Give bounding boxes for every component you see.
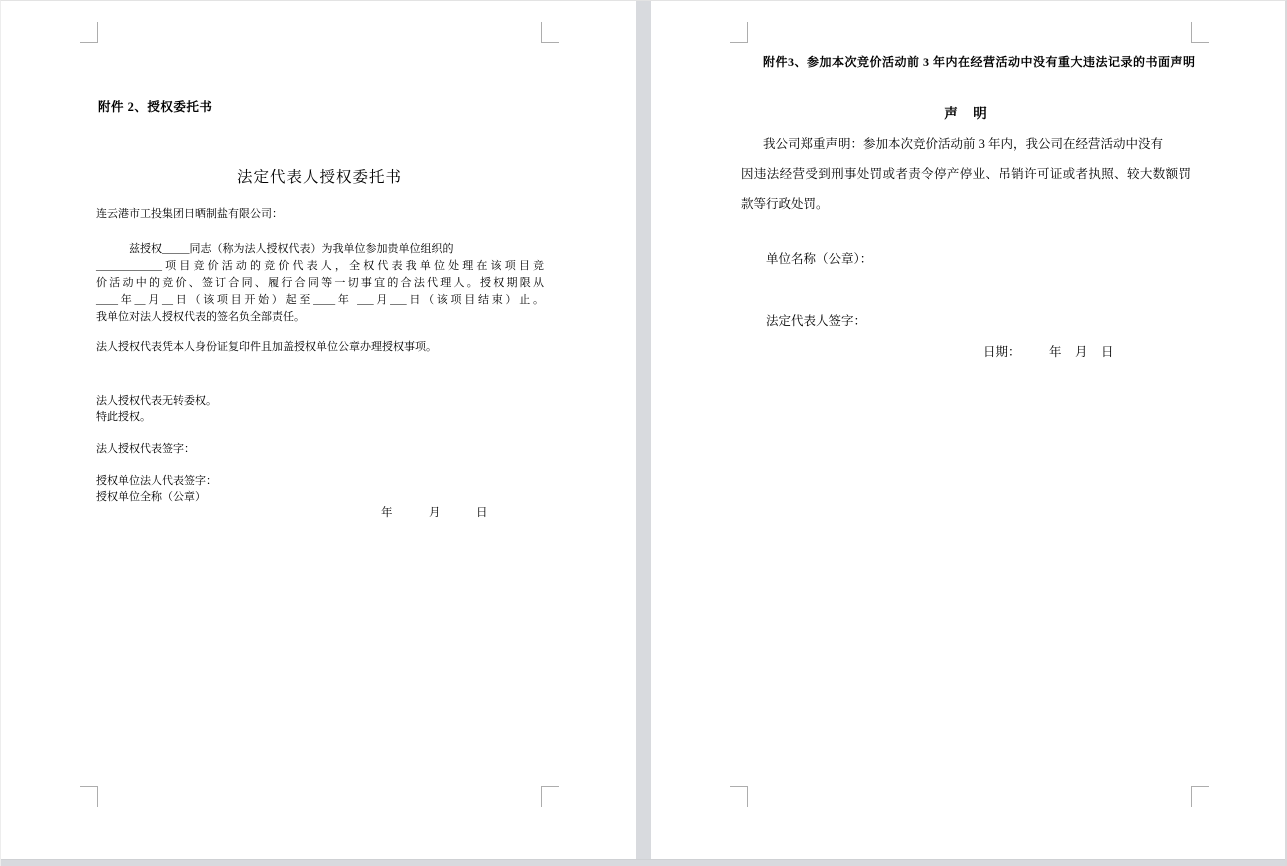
date-label: 日期： [983, 345, 1021, 359]
year-label: 年 [381, 507, 393, 519]
addressee-line: 连云港市工投集团日晒制盐有限公司： [96, 208, 283, 220]
page-attachment-2 [1, 1, 636, 859]
unit-name-seal-label: 授权单位全称（公章） [96, 491, 206, 503]
text-boundary-mark-bottom-left [80, 786, 98, 807]
attachment-3-heading: 附件3、参加本次竞价活动前 3 年内在经营活动中没有重大违法记录的书面声明 [763, 55, 1196, 69]
text-boundary-mark-bottom-right [541, 786, 559, 807]
text-boundary-mark-top-right [1191, 22, 1209, 43]
hereby-authorize-line: 特此授权。 [96, 411, 151, 423]
authorization-line-2: ____________项目竞价活动的竞价代表人，全权代表我单位处理在该项目竞 [96, 260, 544, 272]
page2-document-title: 声 明 [944, 106, 988, 121]
declaration-line-2: 因违法经营受到刑事处罚或者责令停产停业、吊销许可证或者执照、较大数额罚 [741, 167, 1191, 181]
authorization-line-4: ____年__月__日（该项目开始）起至____年 ___月___日（该项目结束）止。 [96, 294, 544, 306]
text-boundary-mark-top-right [541, 22, 559, 43]
view-bottom-edge [1, 859, 1287, 866]
text-boundary-mark-top-left [730, 22, 748, 43]
id-card-note-line: 法人授权代表凭本人身份证复印件且加盖授权单位公章办理授权事项。 [96, 341, 437, 353]
authorization-line-3: 价活动中的竞价、签订合同、履行合同等一切事宜的合法代理人。授权期限从 [96, 277, 544, 289]
day-label: 日 [476, 507, 488, 519]
rep-signature-label: 法人授权代表签字： [96, 443, 195, 455]
declaration-paragraph [741, 129, 1191, 219]
no-delegation-line: 法人授权代表无转委权。 [96, 395, 217, 407]
legal-rep-signature-label: 法定代表人签字： [766, 314, 867, 328]
year-label: 年 [1049, 345, 1062, 359]
page1-date-line [1, 504, 636, 520]
month-label: 月 [1075, 345, 1088, 359]
unit-rep-signature-label: 授权单位法人代表签字： [96, 475, 217, 487]
text-boundary-mark-bottom-right [1191, 786, 1209, 807]
declaration-line-3: 款等行政处罚。 [741, 197, 829, 211]
authorization-line-5: 我单位对法人授权代表的签名负全部责任。 [96, 311, 305, 323]
authorization-line-1: 兹授权_____同志（称为法人授权代表）为我单位参加贵单位组织的 [129, 243, 454, 255]
day-label: 日 [1101, 345, 1114, 359]
unit-name-seal-label: 单位名称（公章）： [766, 252, 873, 266]
page1-document-title: 法定代表人授权委托书 [236, 169, 402, 186]
declaration-line-1: 我公司郑重声明：参加本次竞价活动前 3 年内，我公司在经营活动中没有 [763, 137, 1164, 151]
text-boundary-mark-top-left [80, 22, 98, 43]
page2-date-line [651, 342, 1287, 360]
page-gap [636, 1, 651, 859]
page-attachment-3 [651, 1, 1287, 859]
month-label: 月 [429, 507, 441, 519]
authorization-paragraph [96, 241, 544, 326]
text-boundary-mark-bottom-left [730, 786, 748, 807]
attachment-2-heading: 附件 2、授权委托书 [98, 100, 213, 114]
